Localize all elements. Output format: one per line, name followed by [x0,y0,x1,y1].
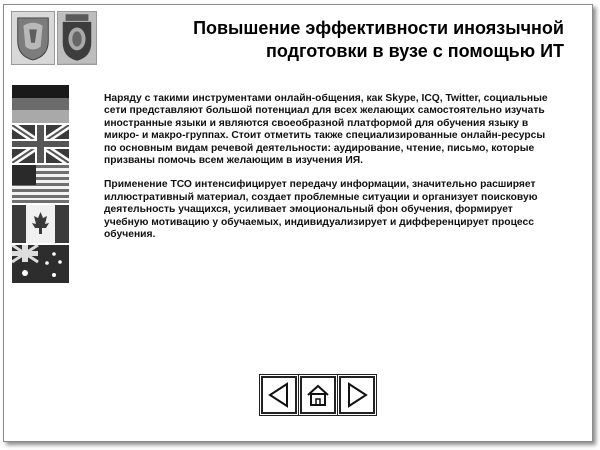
germany-flag [12,85,69,123]
slide-body [104,93,559,253]
usa-flag [12,165,69,203]
university-crest-logo [11,11,55,65]
next-button[interactable] [339,376,375,414]
previous-button[interactable] [261,376,297,414]
slide [3,4,593,442]
uk-flag [12,125,69,163]
paragraph-online-tools: Наряду с такими инструментами онлайн-общения, как Skype, ICQ, Twitter, социальные сети представляют большой потенциал для всех желающих самостоятельно изучать иностранные языки и являются своеобразной платформой для обучения языку в микро- и макро-группах. Стоит отметить также специализированные онлайн-ресурсы по основным видам речевой деятельности: аудирование, чтение, письмо, которые призваны помочь всем желающим в изучения ИЯ. [104,93,548,167]
australia-flag [12,245,69,283]
shield-emblem-logo [57,11,97,65]
home-icon [305,382,331,408]
navigation-bar [261,376,375,418]
home-button[interactable] [300,376,336,414]
triangle-right-icon [344,382,370,408]
canada-flag [12,205,69,243]
triangle-left-icon [266,382,292,408]
flags-column [12,85,69,285]
paragraph-tso: Применение ТСО интенсифицирует передачу информации, значительно расширяет иллюстративный материал, создает проблемные ситуации и организует поисковую деятельность учащихся, усиливает эмоциональный фон обучения, формирует учебную мотивацию у обучаемых, индивидуализирует и дифференцирует процесс обучения. [104,179,538,241]
slide-title: Повышение эффективности иноязычной подготовки в вузе с помощью ИТ [193,18,564,61]
